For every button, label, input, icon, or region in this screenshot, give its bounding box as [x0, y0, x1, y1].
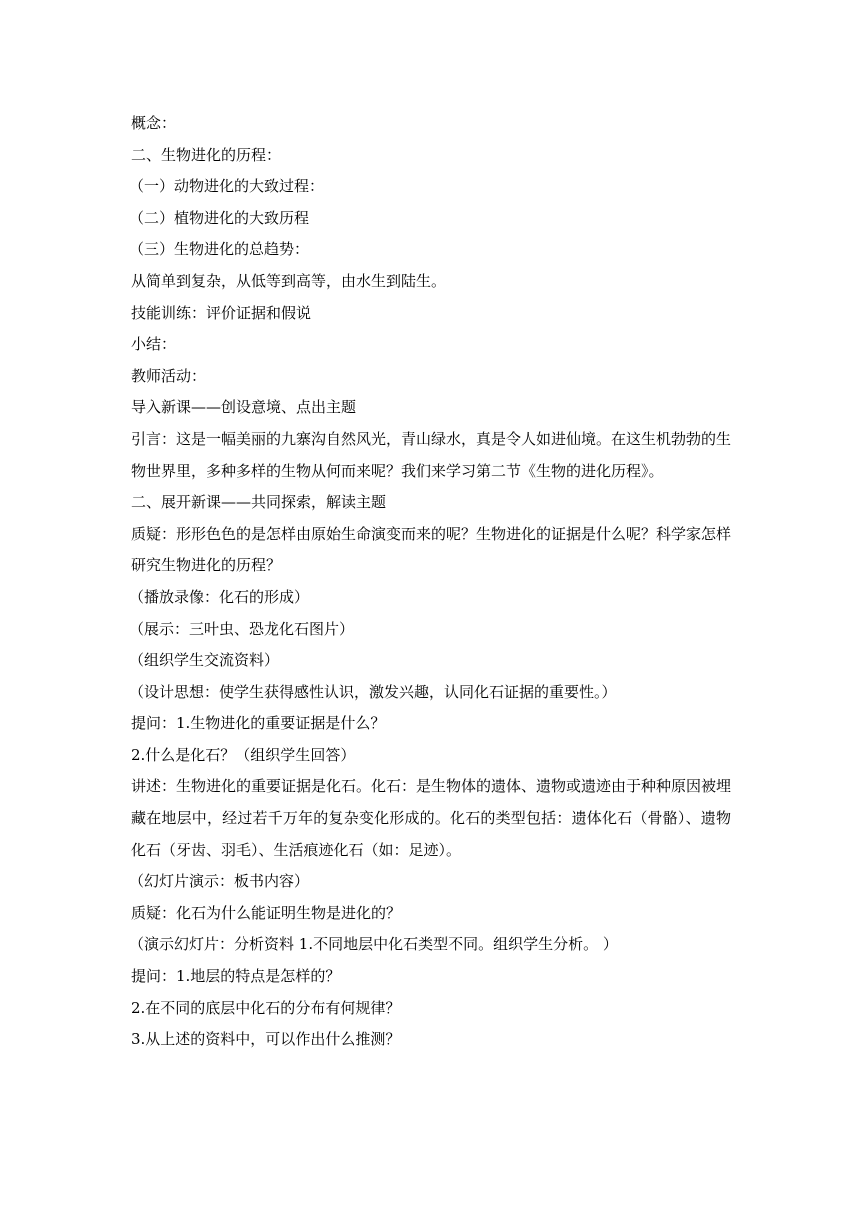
intro-paragraph: 引言：这是一幅美丽的九寨沟自然风光，青山绿水，真是令人如进仙境。在这生机勃勃的生物世界里，多种多样的生物从何而来呢？我们来学习第二节《生物的进化历程》。 [131, 429, 732, 480]
document-body [131, 108, 731, 1056]
exchange-note: （组织学生交流资料） [129, 651, 280, 670]
question-paragraph: 质疑：形形色色的是怎样由原始生命演变而来的呢？生物进化的证据是什么呢？科学家怎样研究生物进化的历程？ [131, 524, 732, 575]
animal-evolution-item: （一）动物进化的大致过程： [129, 177, 325, 196]
evolution-trend-item: （三）生物进化的总趋势： [129, 240, 310, 259]
introduction-heading: 导入新课——创设意境、点出主题 [131, 398, 357, 417]
teacher-activity-heading: 教师活动： [131, 366, 207, 385]
video-note: （播放录像：化石的形成） [129, 587, 310, 606]
evolution-trend-text: 从简单到复杂，从低等到高等，由水生到陆生。 [131, 271, 447, 290]
inference-question: 3.从上述的资料中，可以作出什么推测？ [131, 1030, 401, 1049]
skill-training-line: 技能训练：评价证据和假说 [131, 303, 312, 322]
slide-note: （幻灯片演示：板书内容） [129, 872, 310, 891]
slide-analysis-note: （演示幻灯片：分析资料 1.不同地层中化石类型不同。组织学生分析。 ） [129, 935, 618, 954]
question-two: 2.什么是化石？（组织学生回答） [131, 745, 356, 764]
new-lesson-heading: 二、展开新课——共同探索，解读主题 [131, 493, 387, 512]
distribution-question: 2.在不同的底层中化石的分布有何规律？ [131, 998, 401, 1017]
plant-evolution-item: （二）植物进化的大致历程 [129, 208, 310, 227]
stratum-question: 提问：1.地层的特点是怎样的？ [131, 967, 341, 986]
fossil-question: 质疑：化石为什么能证明生物是进化的？ [131, 903, 402, 922]
summary-heading: 小结： [131, 335, 177, 354]
display-note: （展示：三叶虫、恐龙化石图片） [129, 619, 355, 638]
lecture-paragraph: 讲述：生物进化的重要证据是化石。化石：是生物体的遗体、遗物或遗迹由于种种原因被埋藏在地层中，经过若千万年的复杂变化形成的。化石的类型包括：遗体化石（骨骼）、遗物化石（牙齿、羽毛）、生活痕迹化石（如：足迹）。 [131, 777, 732, 859]
design-thought-note: （设计思想：使学生获得感性认识，激发兴趣，认同化石证据的重要性。） [129, 682, 617, 701]
concept-heading: 概念： [131, 114, 177, 132]
question-one: 提问：1.生物进化的重要证据是什么？ [131, 714, 386, 733]
evolution-history-heading: 二、生物进化的历程： [131, 145, 282, 164]
